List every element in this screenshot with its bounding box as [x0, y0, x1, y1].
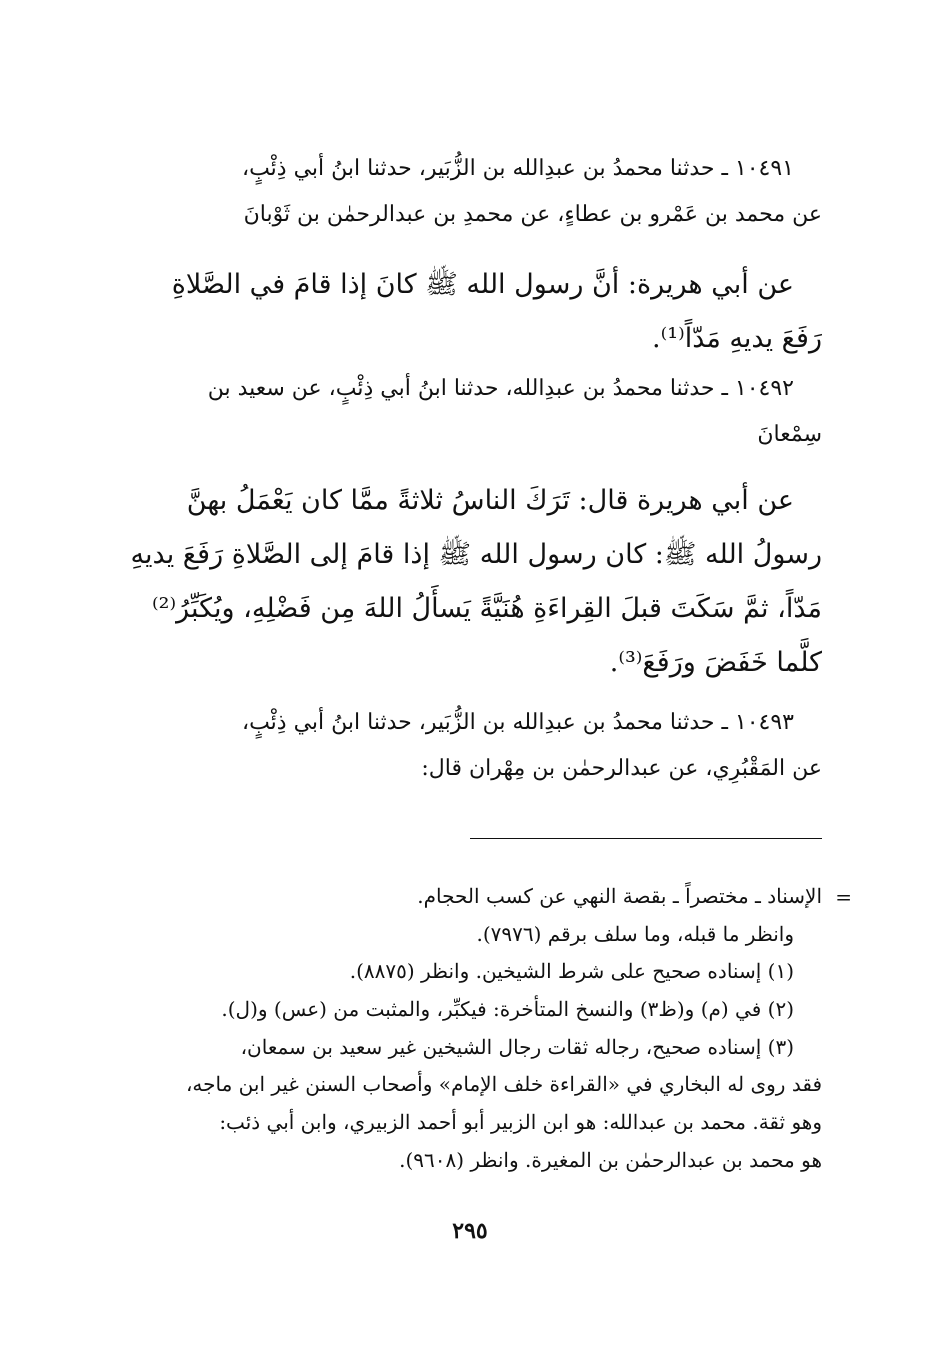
isnad-line: ١٠٤٩٢ ـ حدثنا محمدُ بن عبدِالله، حدثنا ابنُ أبي ذِئْبٍ، عن سعيد بن [207, 376, 794, 401]
footnote-line: فقد روى له البخاري في «القراءة خلف الإمام» وأصحاب السنن غير ابن ماجه، [185, 1072, 822, 1097]
footnote-line: الإسناد ـ مختصراً ـ بقصة النهي عن كسب الحجام. [417, 884, 822, 908]
isnad-line: عن محمد بن عَمْرو بن عطاءٍ، عن محمدِ بن عبدالرحمٰن بن ثَوْبانَ [243, 202, 822, 227]
footnote-line: وانظر ما قبله، وما سلف برقم (٧٩٧٦). [476, 921, 794, 946]
matn-line: رسولُ الله ﷺ: كان رسول الله ﷺ إذا قامَ إلى الصَّلاةِ رَفَعَ يديهِ [130, 539, 822, 570]
isnad-line: سِمْعانَ [757, 422, 822, 447]
matn-line: مَدّاً، ثمَّ سَكَتَ قبلَ القِراءَةِ هُنَيَّةً يَسأَلُ اللهَ مِن فَضْلِهِ، ويُكَبِّرُ⁽²⁾ [151, 593, 822, 624]
footnote-3: (٣) إسناده صحيح، رجاله ثقات رجال الشيخين غير سعيد بن سمعان، [240, 1034, 794, 1059]
hadith-10491-matn [120, 258, 822, 366]
footnote-separator [470, 838, 822, 839]
isnad-line: ١٠٤٩١ ـ حدثنا محمدُ بن عبدِالله بن الزُّبَير، حدثنا ابنُ أبي ذِئْبٍ، [241, 156, 794, 181]
matn-line: عن أبي هريرة: أنَّ رسول الله ﷺ كانَ إذا قامَ في الصَّلاةِ [171, 269, 794, 300]
hadith-10492-matn [120, 474, 822, 690]
matn-line: رَفَعَ يديهِ مَدّاً⁽¹⁾. [652, 323, 822, 354]
footnotes [120, 878, 822, 1180]
footnote-continuation-marker: = [835, 885, 852, 909]
footnote-line: وهو ثقة. محمد بن عبدالله: هو ابن الزبير أبو أحمد الزبيري، وابن أبي ذئب: [219, 1110, 822, 1135]
page-number: ٢٩٥ [452, 1218, 488, 1244]
matn-line: عن أبي هريرة قال: تَرَكَ الناسُ ثلاثةً ممَّا كان يَعْمَلُ بهنَّ [186, 485, 794, 516]
hadith-10491-isnad [120, 146, 822, 238]
footnote-line: هو محمد بن عبدالرحمٰن بن المغيرة. وانظر (٩٦٠٨). [399, 1147, 822, 1172]
hadith-10493-isnad [120, 700, 822, 792]
isnad-line: ١٠٤٩٣ ـ حدثنا محمدُ بن عبدِالله بن الزُّبَير، حدثنا ابنُ أبي ذِئْبٍ، [241, 710, 794, 735]
footnote-2: (٢) في (م) و(ظ٣) والنسخ المتأخرة: فيكبِّر، والمثبت من (عس) و(ل). [221, 997, 794, 1022]
matn-line: كلَّما خَفَضَ ورَفَعَ⁽³⁾. [609, 647, 822, 678]
footnote-1: (١) إسناده صحيح على شرط الشيخين. وانظر (٨٨٧٥). [349, 959, 794, 984]
isnad-line: عن المَقْبُرِي، عن عبدالرحمٰن بن مِهْران قال: [421, 756, 822, 781]
hadith-10492-isnad [120, 366, 822, 458]
